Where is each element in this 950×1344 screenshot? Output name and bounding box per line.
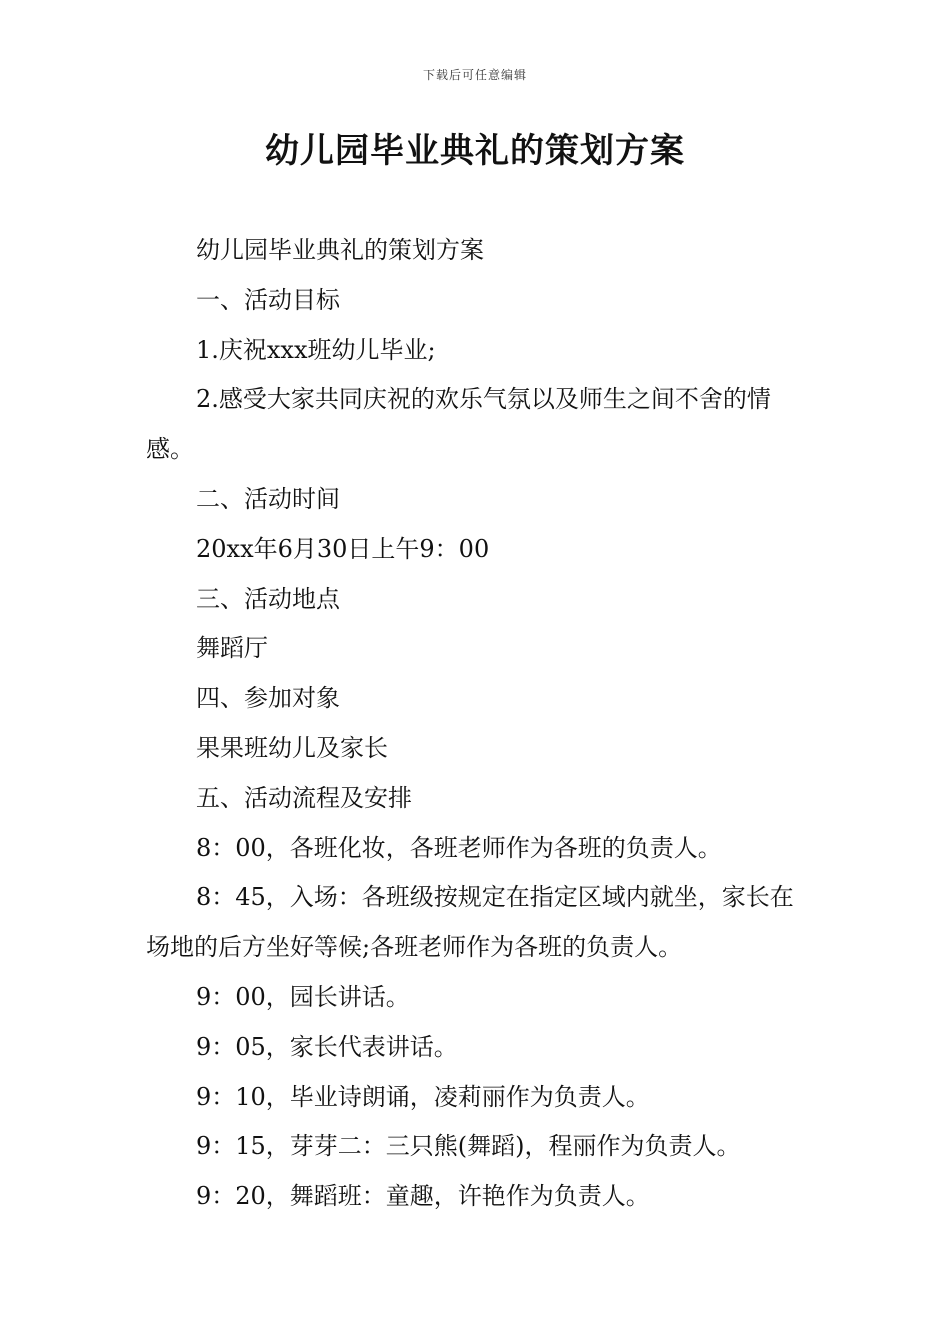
header-note: 下载后可任意编辑: [422, 68, 527, 82]
paragraph-goal-2: 2.感受大家共同庆祝的欢乐气氛以及师生之间不舍的情感。: [146, 385, 771, 464]
paragraph-schedule-item: 9：15，芽芽二：三只熊(舞蹈)，程丽作为负责人。: [196, 1132, 741, 1161]
paragraph-participants-value: 果果班幼儿及家长: [196, 733, 388, 762]
document-body: [146, 226, 810, 1222]
paragraph-time-value: 20xx年6月30日上午9：00: [196, 534, 490, 563]
paragraph-schedule-item: 9：05，家长代表讲话。: [196, 1032, 458, 1061]
paragraph-location-value: 舞蹈厅: [196, 634, 268, 663]
paragraph-schedule-item: 8：00，各班化妆，各班老师作为各班的负责人。: [196, 833, 722, 862]
paragraph-schedule-item: 9：10，毕业诗朗诵，凌莉丽作为负责人。: [196, 1082, 650, 1111]
paragraph-section-goals: 一、活动目标: [196, 285, 340, 314]
paragraph-section-schedule: 五、活动流程及安排: [196, 783, 412, 812]
paragraph-plan-heading: 幼儿园毕业典礼的策划方案: [196, 236, 484, 264]
paragraph-section-participants: 四、参加对象: [196, 684, 340, 713]
paragraph-schedule-item: 9：00，园长讲话。: [196, 982, 410, 1011]
paragraph-goal-1: 1.庆祝xxx班幼儿毕业;: [196, 335, 436, 364]
paragraph-schedule-item: 8：45，入场：各班级按规定在指定区域内就坐，家长在场地的后方坐好等候;各班老师作为各班的负责人。: [146, 883, 794, 962]
paragraph-section-time: 二、活动时间: [196, 484, 340, 513]
paragraph-schedule-item: 9：20，舞蹈班：童趣，许艳作为负责人。: [196, 1182, 650, 1211]
document-title: 幼儿园毕业典礼的策划方案: [265, 131, 685, 171]
paragraph-section-location: 三、活动地点: [196, 584, 340, 613]
